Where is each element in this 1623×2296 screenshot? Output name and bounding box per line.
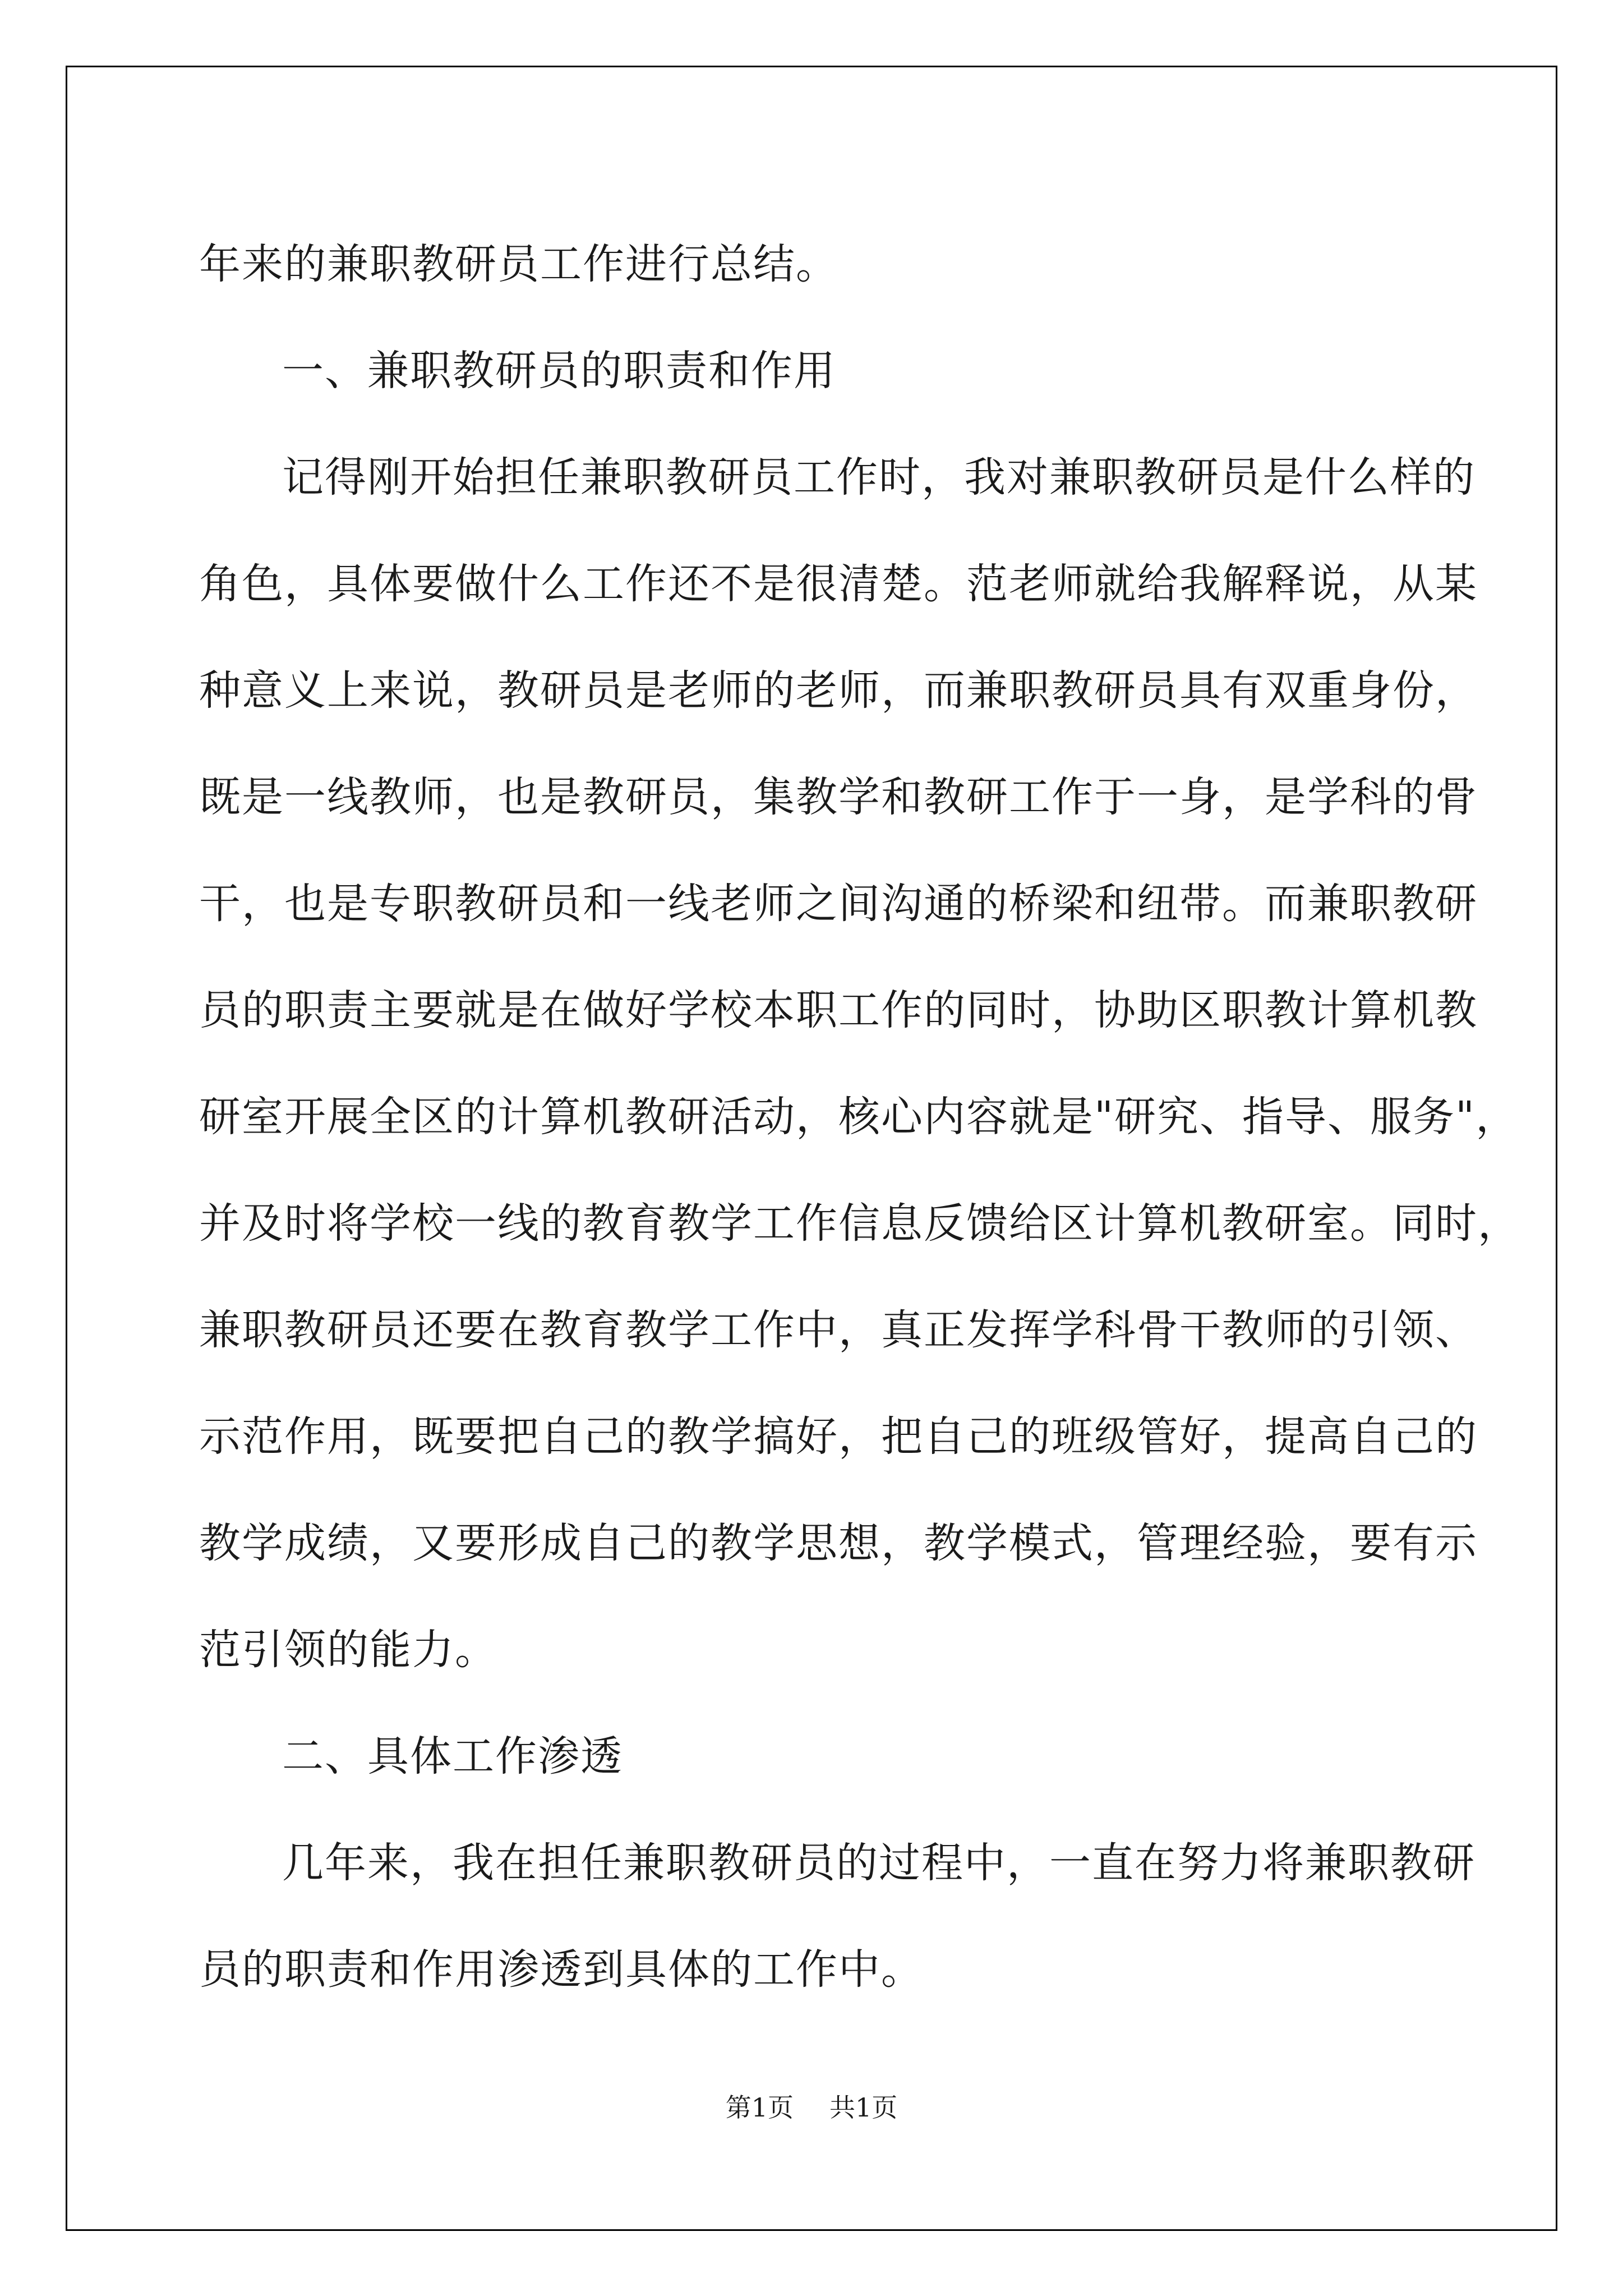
page-total: 共1页 bbox=[829, 2092, 898, 2123]
paragraph-line: 角色，具体要做什么工作还不是很清楚。范老师就给我解释说，从某 bbox=[199, 560, 1478, 608]
paragraph-line: 种意义上来说，教研员是老师的老师，而兼职教研员具有双重身份， bbox=[199, 666, 1478, 715]
paragraph-line: 研室开展全区的计算机教研活动，核心内容就是"研究、指导、服务"， bbox=[199, 1093, 1519, 1141]
paragraph-line: 员的职责和作用渗透到具体的工作中。 bbox=[199, 1945, 924, 1994]
paragraph-line: 并及时将学校一线的教育教学工作信息反馈给区计算机教研室。同时， bbox=[199, 1199, 1520, 1248]
page-footer bbox=[0, 2091, 1623, 2124]
paragraph-line: 记得刚开始担任兼职教研员工作时，我对兼职教研员是什么样的 bbox=[282, 453, 1476, 501]
paragraph-line: 范引领的能力。 bbox=[199, 1626, 497, 1674]
paragraph-line: 示范作用，既要把自己的教学搞好，把自己的班级管好，提高自己的 bbox=[199, 1412, 1478, 1461]
paragraph-line: 既是一线教师，也是教研员，集教学和教研工作于一身，是学科的骨 bbox=[199, 773, 1478, 821]
section-heading-2: 二、具体工作渗透 bbox=[282, 1732, 623, 1780]
paragraph-line: 干，也是专职教研员和一线老师之间沟通的桥梁和纽带。而兼职教研 bbox=[199, 880, 1478, 928]
document-body bbox=[199, 211, 1520, 2023]
paragraph-line: 几年来，我在担任兼职教研员的过程中，一直在努力将兼职教研 bbox=[282, 1839, 1476, 1887]
paragraph-line: 员的职责主要就是在做好学校本职工作的同时，协助区职教计算机教 bbox=[199, 986, 1478, 1034]
page-number: 第1页 bbox=[725, 2092, 794, 2123]
section-heading-1: 一、兼职教研员的职责和作用 bbox=[282, 347, 836, 395]
paragraph-line: 年来的兼职教研员工作进行总结。 bbox=[199, 240, 838, 288]
paragraph-line: 教学成绩，又要形成自己的教学思想，教学模式，管理经验，要有示 bbox=[199, 1519, 1478, 1567]
paragraph-line: 兼职教研员还要在教育教学工作中，真正发挥学科骨干教师的引领、 bbox=[199, 1306, 1478, 1354]
